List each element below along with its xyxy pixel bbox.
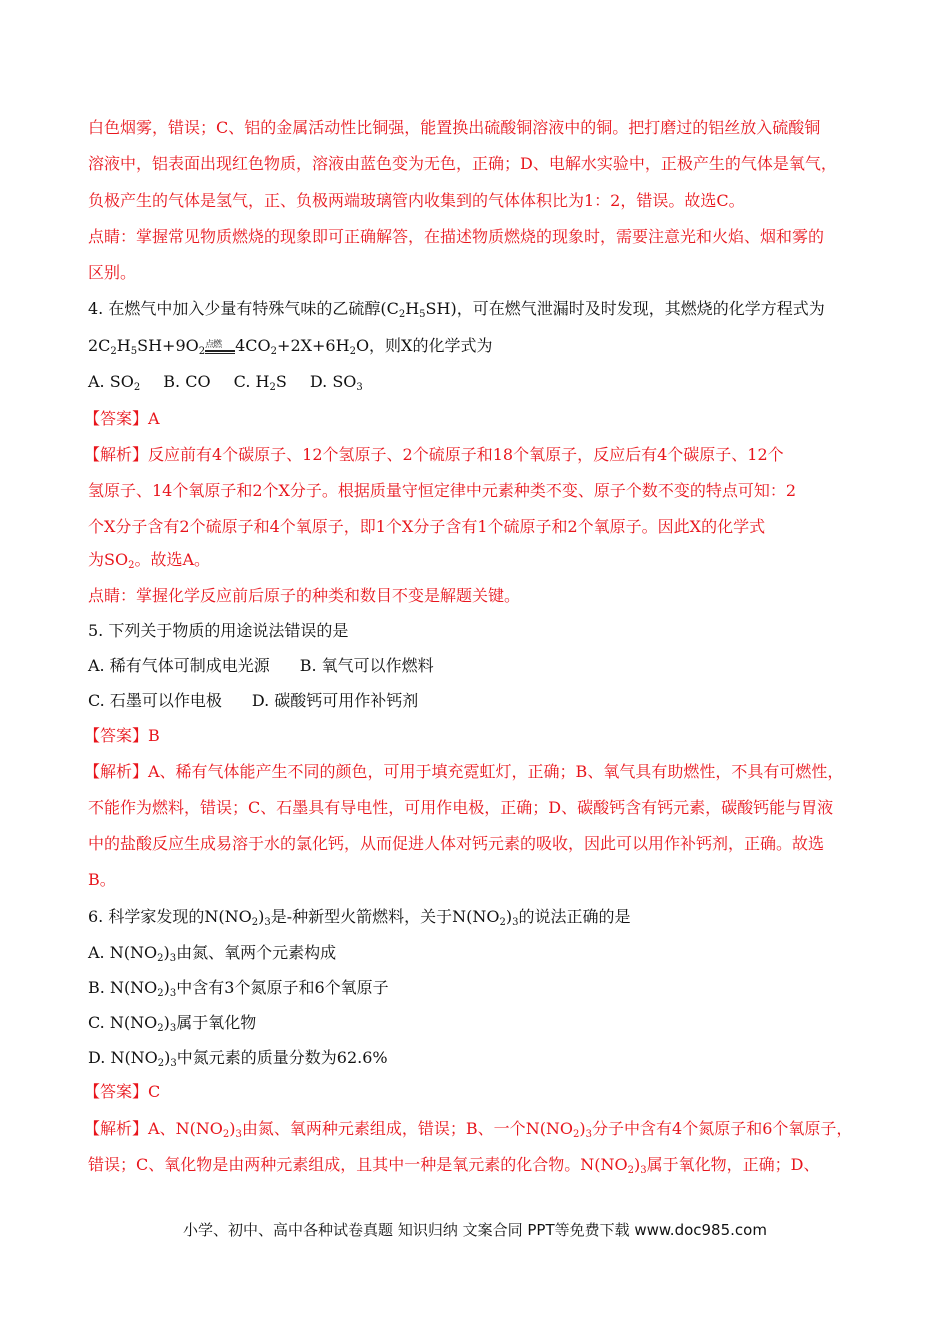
- q6-option-a: A. $N(NO_2)_3$由氮、氧两个元素构成: [88, 943, 337, 964]
- q3-analysis-line-2: 溶液中，铝表面出现红色物质，溶液由蓝色变为无色，正确；D、电解水实验中，正极产生的气体是氧气，: [88, 154, 837, 173]
- q5-option-b: B. 氧气可以作燃料: [299, 656, 434, 675]
- q5-option-c: C. 石墨可以作电极: [88, 691, 222, 710]
- q6-analysis-line-2: 错误；C、氧化物是由两种元素组成，且其中一种是氧元素的化合物。$N(NO_2)_3$属于氧化物，正确；D、: [88, 1155, 820, 1176]
- q4-analysis-line-1: 【解析】反应前有4个碳原子、12个氢原子、2个硫原子和18个氧原子，反应后有4个碳原子、12个: [84, 445, 784, 464]
- q6-stem: 6. 科学家发现的$N(NO_2)_3$是-种新型火箭燃料，关于$N(NO_2)_3$的说法正确的是: [88, 907, 631, 928]
- q6-answer: 【答案】C: [84, 1082, 161, 1101]
- q4-answer: 【答案】A: [84, 409, 160, 428]
- q4-options: [88, 371, 381, 399]
- q4-tip: 点睛：掌握化学反应前后原子的种类和数目不变是解题关键。: [88, 586, 521, 605]
- q5-options-cd: [88, 690, 418, 712]
- q4-option-b: B. CO: [163, 372, 211, 391]
- q4-analysis-line-3: 个X分子含有2个硫原子和4个氧原子，即1个X分子含有1个硫原子和2个氧原子。因此X的化学式: [88, 517, 766, 536]
- q3-analysis-line-1: 白色烟雾，错误；C、铝的金属活动性比铜强，能置换出硫酸铜溶液中的铜。把打磨过的铝丝放入硫酸铜: [88, 118, 821, 137]
- reaction-condition-sign: 点燃: [205, 338, 235, 354]
- q5-stem: 5. 下列关于物质的用途说法错误的是: [88, 621, 349, 640]
- q5-analysis-line-1: 【解析】A、稀有气体能产生不同的颜色，可用于填充霓虹灯，正确；B、氧气具有助燃性，不具有可燃性，: [84, 762, 844, 781]
- q4-option-a: A. $SO_2$: [88, 372, 141, 393]
- q6-analysis-line-1: 【解析】A、$N(NO_2)_3$由氮、氧两种元素组成，错误；B、一个$N(NO_2)_3$分子中含有4个氮原子和6个氧原子，: [84, 1119, 853, 1140]
- q4-option-c: C. $H_2S$: [233, 372, 287, 393]
- q5-answer: 【答案】B: [84, 726, 160, 745]
- q6-option-c: C. $N(NO_2)_3$属于氧化物: [88, 1013, 257, 1034]
- q4-equation: $2C_2H_5SH+9O_2$ 点燃 $4CO_2+2X+6H_2O$，则X的化学式为: [88, 336, 493, 357]
- q3-tip: 点睛：掌握常见物质燃烧的现象即可正确解答，在描述物质燃烧的现象时，需要注意光和火焰、烟和雾的: [88, 227, 825, 246]
- q4-option-d: D. $SO_3$: [309, 372, 363, 393]
- q4-analysis-line-2: 氢原子、14个氧原子和2个X分子。根据质量守恒定律中元素种类不变、原子个数不变的特点可知：2: [88, 481, 797, 500]
- page-footer: 小学、初中、高中各种试卷真题 知识归纳 文案合同 PPT等免费下载 www.doc985.com: [183, 1221, 767, 1239]
- q3-tip-cont: 区别。: [88, 263, 137, 282]
- q5-option-d: D. 碳酸钙可用作补钙剂: [251, 691, 419, 710]
- q3-analysis-line-3: 负极产生的气体是氢气，正、负极两端玻璃管内收集到的气体体积比为1：2，错误。故选C。: [88, 191, 745, 210]
- q5-analysis-line-3: 中的盐酸反应生成易溶于水的氯化钙，从而促进人体对钙元素的吸收，因此可以用作补钙剂，正确。故选: [88, 834, 825, 853]
- q5-analysis-line-2: 不能作为燃料，错误；C、石墨具有导电性，可用作电极，正确；D、碳酸钙含有钙元素，碳酸钙能与胃液: [88, 798, 834, 817]
- q5-options-ab: [88, 655, 434, 677]
- q5-analysis-line-4: B。: [88, 870, 116, 889]
- q4-analysis-line-4: 为$SO_2$。故选A。: [88, 550, 211, 571]
- q4-stem: 4. 在燃气中加入少量有特殊气味的乙硫醇$(C_2H_5SH)$，可在燃气泄漏时及时发现，其燃烧的化学方程式为: [88, 299, 825, 320]
- q5-option-a: A. 稀有气体可制成电光源: [88, 656, 270, 675]
- q6-option-b: B. $N(NO_2)_3$中含有3个氮原子和6个氧原子: [88, 978, 389, 999]
- q6-option-d: D. $N(NO_2)_3$中氮元素的质量分数为62.6%: [88, 1048, 388, 1069]
